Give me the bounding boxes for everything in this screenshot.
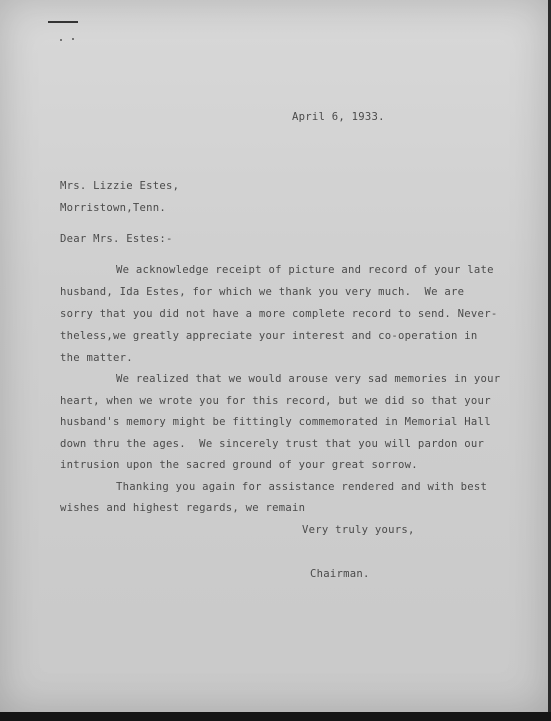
- scan-edge-bottom: [0, 712, 551, 721]
- signature-title: Chairman.: [310, 568, 370, 580]
- letter-date: April 6, 1933.: [292, 111, 385, 123]
- salutation: Dear Mrs. Estes:-: [60, 233, 173, 245]
- closing: Very truly yours,: [302, 524, 415, 536]
- paragraph1-line: the matter.: [60, 352, 133, 364]
- paragraph1-line: theless,we greatly appreciate your interest and co-operation in: [60, 330, 478, 342]
- recipient-name: Mrs. Lizzie Estes,: [60, 180, 180, 192]
- paragraph1-line: sorry that you did not have a more complete record to send. Never-: [60, 308, 498, 320]
- paragraph1-line: We acknowledge receipt of picture and record of your late: [116, 264, 494, 276]
- speck-mark: [60, 39, 62, 41]
- paragraph1-line: husband, Ida Estes, for which we thank you very much. We are: [60, 286, 465, 298]
- paragraph2-line: heart, when we wrote you for this record, but we did so that your: [60, 395, 491, 407]
- recipient-city: Morristown,Tenn.: [60, 202, 167, 214]
- paragraph3-line: wishes and highest regards, we remain: [60, 502, 306, 514]
- speck-mark: [72, 38, 74, 40]
- paragraph2-line: intrusion upon the sacred ground of your great sorrow.: [60, 459, 418, 471]
- paragraph2-line: We realized that we would arouse very sad memories in your: [116, 373, 501, 385]
- paragraph2-line: down thru the ages. We sincerely trust that you will pardon our: [60, 438, 485, 450]
- paragraph2-line: husband's memory might be fittingly commemorated in Memorial Hall: [60, 416, 491, 428]
- paragraph3-line: Thanking you again for assistance rendered and with best: [116, 481, 488, 493]
- corner-mark: [48, 21, 78, 23]
